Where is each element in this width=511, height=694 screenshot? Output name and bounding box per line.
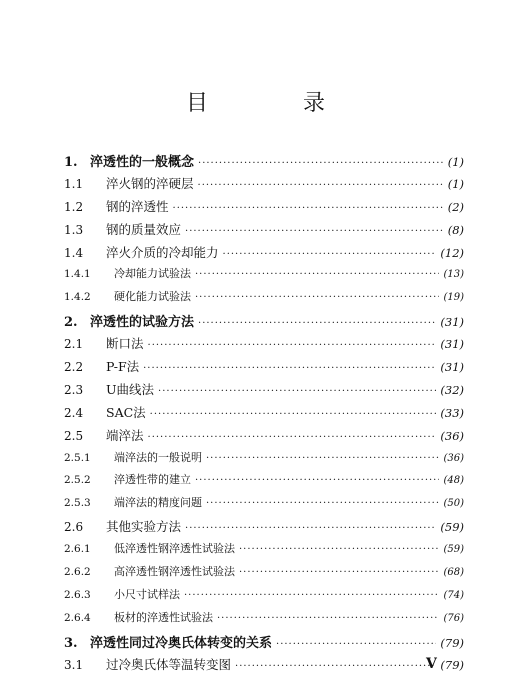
toc-entry-page: (31) [440, 337, 464, 352]
toc-entry [64, 471, 464, 494]
dot-leader [239, 544, 439, 555]
toc-entry-number: 1.2 [64, 199, 84, 214]
dot-leader [217, 613, 439, 624]
dot-leader [148, 340, 437, 351]
toc-entry [64, 494, 464, 517]
toc-entry-title: 淬透性带的建立 [114, 473, 191, 487]
dot-leader [185, 523, 436, 534]
toc-entry-title: 硬化能力试验法 [114, 290, 191, 304]
toc-entry-number: 2.2 [64, 360, 84, 375]
toc-entry-title: 端淬法的精度问题 [114, 496, 202, 510]
toc-entry-number: 2. [64, 315, 78, 331]
toc-entry-number: 2.5.2 [64, 474, 91, 487]
dot-leader [195, 269, 439, 280]
dot-leader [148, 432, 437, 443]
toc-entry-number: 1.4 [64, 245, 84, 260]
toc-entry-page: (1) [447, 155, 464, 169]
toc-entry [64, 334, 464, 357]
dot-leader [276, 639, 436, 650]
toc-entry [64, 380, 464, 403]
dot-leader [206, 498, 439, 509]
toc-entry [64, 151, 464, 174]
toc-entry-page: (31) [440, 315, 464, 330]
toc-entry-number: 1.4.2 [64, 291, 91, 304]
dot-leader [150, 409, 437, 420]
toc-entry-number: 1. [64, 155, 78, 170]
toc-entry-number: 2.4 [64, 405, 84, 420]
toc-entry-number: 2.3 [64, 382, 84, 397]
toc-entry-number: 2.5 [64, 428, 84, 443]
toc-entry-title: 其他实验方法 [106, 519, 182, 535]
toc-entry-number: 3. [64, 635, 78, 651]
toc-entry-page: (76) [443, 612, 464, 624]
toc-entry-page: (59) [440, 520, 464, 535]
dot-leader [195, 292, 439, 303]
toc-entry-page: (31) [440, 360, 464, 375]
toc-entry [64, 426, 464, 449]
toc-entry-number: 1.4.1 [64, 268, 91, 281]
toc-entry-page: (13) [443, 269, 464, 281]
dot-leader [206, 453, 439, 464]
toc-entry-page: (33) [440, 405, 464, 420]
dot-leader [198, 158, 444, 169]
toc-entry-page: (8) [447, 222, 464, 237]
toc-entry-page: (50) [443, 498, 464, 510]
dot-leader [223, 249, 437, 260]
toc-entry-title: 钢的淬透性 [106, 198, 169, 214]
toc-entry [64, 288, 464, 311]
dot-leader [143, 363, 436, 374]
dot-leader [173, 203, 444, 214]
table-of-contents [64, 151, 464, 677]
toc-entry-page: (1) [447, 176, 464, 191]
toc-entry-number: 2.6 [64, 520, 84, 535]
dot-leader [158, 386, 436, 397]
toc-entry-title: 过冷奥氏体等温转变图 [106, 656, 232, 672]
dot-leader [195, 475, 439, 486]
toc-entry-page: (36) [443, 452, 464, 464]
toc-entry-number: 2.6.3 [64, 588, 91, 601]
page-title: 目 录 [186, 91, 369, 116]
toc-entry-title: 低淬透性钢淬透性试验法 [114, 542, 235, 556]
toc-entry-number: 2.5.3 [64, 497, 91, 510]
toc-entry-title: 淬透性同过冷奥氏体转变的关系 [90, 635, 273, 651]
toc-entry-title: 淬火钢的淬硬层 [106, 175, 194, 191]
toc-entry-page: (79) [440, 635, 464, 650]
toc-entry [64, 311, 464, 334]
toc-entry-number: 1.1 [64, 176, 84, 191]
toc-entry [64, 265, 464, 288]
dot-leader [198, 180, 444, 191]
toc-entry-page: (74) [443, 589, 464, 601]
toc-entry-page: (68) [443, 567, 464, 579]
toc-entry-title: 断口法 [106, 336, 144, 352]
toc-entry-title: 钢的质量效应 [106, 221, 182, 237]
page-number: V [426, 656, 437, 672]
dot-leader [185, 226, 444, 237]
toc-entry-page: (59) [443, 544, 464, 556]
toc-entry [64, 403, 464, 426]
toc-entry-number: 2.6.1 [64, 543, 91, 556]
toc-entry-page: (36) [440, 428, 464, 443]
toc-entry-number: 1.3 [64, 222, 84, 237]
toc-entry [64, 449, 464, 472]
toc-entry [64, 220, 464, 243]
toc-entry [64, 357, 464, 380]
toc-entry-number: 3.1 [64, 657, 84, 672]
toc-entry [64, 609, 464, 632]
toc-entry [64, 632, 464, 655]
toc-entry [64, 540, 464, 563]
toc-entry-page: (79) [440, 657, 464, 672]
toc-entry-title: SAC法 [106, 404, 146, 420]
toc-entry-page: (32) [440, 382, 464, 397]
dot-leader [198, 318, 436, 329]
toc-entry [64, 586, 464, 609]
toc-entry [64, 655, 464, 678]
dot-leader [184, 590, 439, 601]
toc-entry-title: 淬火介质的冷却能力 [106, 244, 219, 260]
toc-entry-page: (2) [447, 199, 464, 214]
toc-entry-title: 端淬法 [106, 427, 144, 443]
toc-entry-number: 2.5.1 [64, 451, 91, 464]
toc-entry-title: 端淬法的一般说明 [114, 450, 202, 464]
toc-entry [64, 243, 464, 266]
toc-entry-title: 淬透性的一般概念 [90, 155, 195, 170]
toc-entry-title: 冷却能力试验法 [114, 267, 191, 281]
toc-entry-title: 板材的淬透性试验法 [114, 610, 213, 624]
toc-entry-number: 2.6.2 [64, 566, 91, 579]
toc-entry [64, 517, 464, 540]
dot-leader [239, 567, 439, 578]
toc-entry-title: P-F法 [106, 359, 140, 375]
toc-entry-title: 高淬透性钢淬透性试验法 [114, 565, 235, 579]
toc-entry-title: 淬透性的试验方法 [90, 315, 195, 331]
toc-entry [64, 174, 464, 197]
toc-entry-title: 小尺寸试样法 [114, 587, 180, 601]
toc-entry-page: (19) [443, 292, 464, 304]
toc-entry-number: 2.1 [64, 337, 84, 352]
toc-entry-number: 2.6.4 [64, 611, 91, 624]
toc-entry-page: (48) [443, 475, 464, 487]
toc-entry [64, 563, 464, 586]
dot-leader [235, 661, 436, 672]
toc-entry [64, 197, 464, 220]
toc-entry-page: (12) [440, 245, 464, 260]
toc-entry-title: U曲线法 [106, 381, 155, 397]
